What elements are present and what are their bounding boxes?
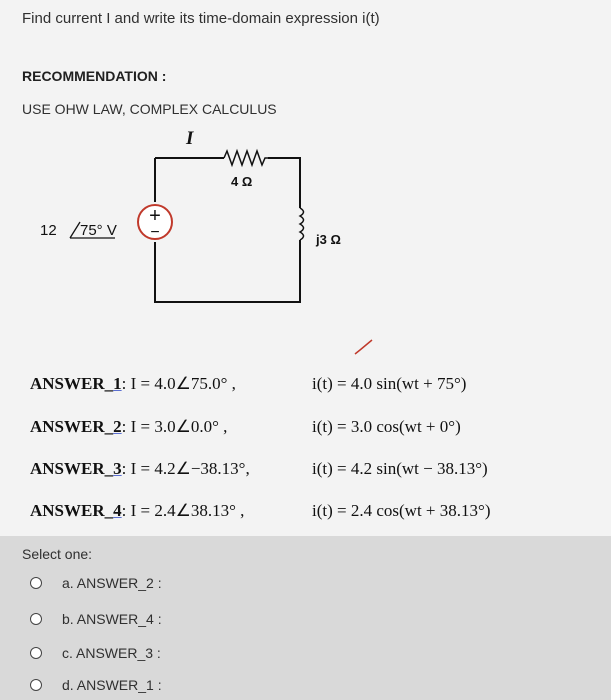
answer-1: ANSWER_1: I = 4.0∠75.0° ,: [30, 374, 236, 393]
current-label: I: [186, 128, 194, 149]
answer-4-time: i(t) = 2.4 cos(wt + 38.13°): [312, 501, 491, 520]
inductor-label: j3 Ω: [316, 232, 341, 247]
option-a[interactable]: [30, 575, 162, 591]
option-b[interactable]: [30, 611, 162, 627]
answer-3: ANSWER_3: I = 4.2∠−38.13°,: [30, 459, 250, 478]
radio-a[interactable]: [30, 577, 42, 589]
option-b-label: b. ANSWER_4 :: [62, 611, 162, 627]
option-d-label: d. ANSWER_1 :: [62, 677, 162, 693]
answer-4: ANSWER_4: I = 2.4∠38.13° ,: [30, 501, 245, 520]
option-c[interactable]: [30, 645, 161, 661]
option-c-label: c. ANSWER_3 :: [62, 645, 161, 661]
source-minus-sign: −: [150, 224, 160, 241]
recommendation-title: RECOMMENDATION :: [22, 68, 167, 84]
select-one-label: Select one:: [22, 546, 93, 562]
resistor-label: 4 Ω: [231, 174, 253, 189]
answer-1-time: i(t) = 4.0 sin(wt + 75°): [312, 374, 467, 393]
source-angle: 75° V: [80, 222, 117, 239]
radio-c[interactable]: [30, 647, 42, 659]
radio-d[interactable]: [30, 679, 42, 691]
answer-2: ANSWER_2: I = 3.0∠0.0° ,: [30, 417, 228, 436]
source-plus-sign: +: [149, 205, 161, 227]
option-d[interactable]: [30, 677, 162, 693]
answer-3-time: i(t) = 4.2 sin(wt − 38.13°): [312, 459, 488, 478]
option-a-label: a. ANSWER_2 :: [62, 575, 162, 591]
radio-b[interactable]: [30, 613, 42, 625]
answer-2-time: i(t) = 3.0 cos(wt + 0°): [312, 417, 461, 436]
source-magnitude: 12: [40, 222, 57, 239]
question-text: Find current I and write its time-domain expression i(t): [22, 10, 380, 27]
recommendation-text: USE OHW LAW, COMPLEX CALCULUS: [22, 101, 277, 117]
